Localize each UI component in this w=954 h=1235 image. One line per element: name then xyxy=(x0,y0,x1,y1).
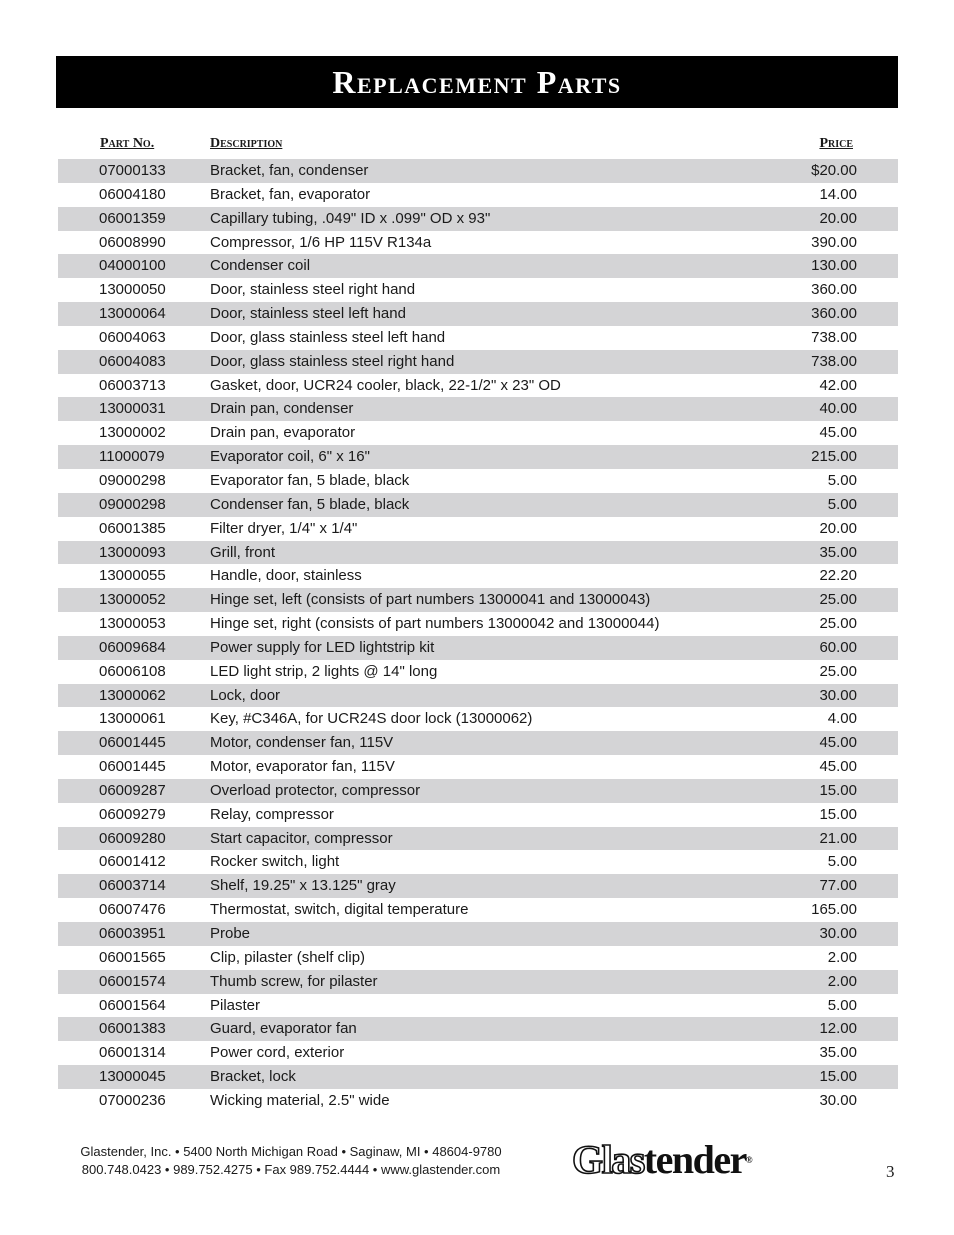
table-row xyxy=(58,779,898,803)
description-cell: Motor, condenser fan, 115V xyxy=(210,734,394,752)
part-number-cell: 07000236 xyxy=(99,1091,166,1109)
part-number-cell: 13000064 xyxy=(99,305,166,323)
table-row xyxy=(58,183,898,207)
description-cell: Relay, compressor xyxy=(210,805,334,823)
part-number-cell: 13000061 xyxy=(99,710,166,728)
footer-line-2: 800.748.0423 • 989.752.4275 • Fax 989.752.4444 • www.glastender.com xyxy=(81,1162,501,1177)
description-cell: Thumb screw, for pilaster xyxy=(210,972,378,990)
part-number-cell: 06001445 xyxy=(99,734,166,752)
price-cell: 35.00 xyxy=(819,1044,857,1062)
part-number-cell: 13000055 xyxy=(99,567,166,585)
part-number-cell: 06008990 xyxy=(99,233,166,251)
description-cell: Drain pan, evaporator xyxy=(210,424,356,442)
table-row xyxy=(58,278,898,302)
price-cell: 25.00 xyxy=(819,591,857,609)
price-cell: 14.00 xyxy=(819,185,857,203)
price-cell: 30.00 xyxy=(819,925,857,942)
part-number-cell: 06001574 xyxy=(99,972,166,990)
part-number-cell: 06003951 xyxy=(99,925,166,942)
table-row xyxy=(58,231,898,255)
table-row xyxy=(58,445,898,469)
description-cell: Thermostat, switch, digital temperature xyxy=(210,901,469,919)
table-row xyxy=(58,469,898,493)
description-cell: Bracket, fan, condenser xyxy=(210,162,369,179)
table-row xyxy=(58,707,898,731)
description-cell: Power cord, exterior xyxy=(210,1044,345,1062)
price-cell: 35.00 xyxy=(819,543,857,561)
table-row xyxy=(58,326,898,350)
table-row xyxy=(58,159,898,183)
description-cell: Door, glass stainless steel left hand xyxy=(210,328,446,346)
description-cell: Guard, evaporator fan xyxy=(210,1020,357,1038)
table-row xyxy=(58,660,898,684)
price-cell: 360.00 xyxy=(811,281,857,299)
price-cell: 130.00 xyxy=(811,257,857,275)
description-cell: Door, glass stainless steel right hand xyxy=(210,352,455,370)
table-row xyxy=(58,803,898,827)
table-row xyxy=(58,541,898,565)
part-number-cell: 06001383 xyxy=(99,1020,166,1038)
price-cell: 165.00 xyxy=(811,901,857,919)
description-cell: Capillary tubing, .049" ID x .099" OD x 93" xyxy=(210,209,491,227)
part-number-cell: 06001314 xyxy=(99,1044,166,1062)
description-cell: Probe xyxy=(210,925,251,942)
part-number-cell: 09000298 xyxy=(99,471,166,489)
description-cell: Condenser fan, 5 blade, black xyxy=(210,495,410,513)
table-row xyxy=(58,1041,898,1065)
part-number-cell: 13000062 xyxy=(99,686,166,704)
table-row xyxy=(58,970,898,994)
description-cell: Motor, evaporator fan, 115V xyxy=(210,758,395,776)
price-cell: 738.00 xyxy=(811,328,857,346)
part-number-cell: 06004083 xyxy=(99,352,166,370)
part-number-cell: 13000031 xyxy=(99,400,166,418)
description-cell: Grill, front xyxy=(210,543,276,561)
table-row xyxy=(58,1065,898,1089)
price-cell: 20.00 xyxy=(819,519,857,537)
price-cell: 40.00 xyxy=(819,400,857,418)
part-number-cell: 06003714 xyxy=(99,877,166,895)
price-cell: 4.00 xyxy=(827,710,857,728)
price-cell: 20.00 xyxy=(819,209,857,227)
table-row xyxy=(58,612,898,636)
price-cell: 5.00 xyxy=(827,471,857,489)
part-number-cell: 06001445 xyxy=(99,758,166,776)
description-cell: Evaporator fan, 5 blade, black xyxy=(210,471,410,489)
price-cell: 738.00 xyxy=(811,352,857,370)
price-cell: 77.00 xyxy=(819,877,857,895)
logo-solid-text: tender xyxy=(643,1137,746,1182)
table-row xyxy=(58,946,898,970)
header-part-no: Part No. xyxy=(100,136,155,151)
part-number-cell: 06001385 xyxy=(99,519,166,537)
description-cell: Condenser coil xyxy=(210,257,311,275)
description-cell: Hinge set, right (consists of part numbers 13000042 and 13000044) xyxy=(210,615,660,633)
part-number-cell: 09000298 xyxy=(99,495,166,513)
price-cell: 45.00 xyxy=(819,424,857,442)
table-row xyxy=(58,850,898,874)
price-cell: 5.00 xyxy=(827,495,857,513)
title-bar xyxy=(56,56,898,108)
page-title: Replacement Parts xyxy=(332,63,622,100)
parts-table xyxy=(58,159,898,1113)
part-number-cell: 06001359 xyxy=(99,209,166,227)
price-cell: 30.00 xyxy=(819,1091,857,1109)
price-cell: 215.00 xyxy=(811,448,857,466)
table-row xyxy=(58,636,898,660)
table-row xyxy=(58,827,898,851)
glastender-logo xyxy=(572,1139,798,1181)
price-cell: 2.00 xyxy=(827,972,857,990)
price-cell: 390.00 xyxy=(811,233,857,251)
price-cell: 5.00 xyxy=(827,853,857,871)
price-cell: $20.00 xyxy=(811,162,857,179)
footer-address xyxy=(56,1143,526,1179)
description-cell: Pilaster xyxy=(210,996,261,1014)
part-number-cell: 06001565 xyxy=(99,948,166,966)
description-cell: Drain pan, condenser xyxy=(210,400,354,418)
part-number-cell: 06004180 xyxy=(99,185,166,203)
price-cell: 15.00 xyxy=(819,781,857,799)
table-row xyxy=(58,350,898,374)
table-row xyxy=(58,684,898,708)
description-cell: Lock, door xyxy=(210,686,281,704)
description-cell: Bracket, fan, evaporator xyxy=(210,185,371,203)
table-row xyxy=(58,994,898,1018)
page-number: 3 xyxy=(886,1162,895,1181)
table-row xyxy=(58,898,898,922)
footer-line-1: Glastender, Inc. • 5400 North Michigan Road • Saginaw, MI • 48604-9780 xyxy=(80,1144,502,1159)
table-row xyxy=(58,564,898,588)
column-headers xyxy=(58,136,898,156)
description-cell: Clip, pilaster (shelf clip) xyxy=(210,948,366,966)
table-row xyxy=(58,493,898,517)
part-number-cell: 06001412 xyxy=(99,853,166,871)
part-number-cell: 11000079 xyxy=(99,448,165,466)
part-number-cell: 13000093 xyxy=(99,543,166,561)
table-row xyxy=(58,421,898,445)
part-number-cell: 06009279 xyxy=(99,805,166,823)
description-cell: Power supply for LED lightstrip kit xyxy=(210,638,435,656)
part-number-cell: 06009684 xyxy=(99,638,166,656)
description-cell: Door, stainless steel right hand xyxy=(210,281,416,299)
part-number-cell: 13000052 xyxy=(99,591,166,609)
table-row xyxy=(58,1089,898,1113)
price-cell: 360.00 xyxy=(811,305,857,323)
table-row xyxy=(58,254,898,278)
price-cell: 22.20 xyxy=(819,567,857,585)
price-cell: 45.00 xyxy=(819,758,857,776)
part-number-cell: 07000133 xyxy=(99,162,166,179)
description-cell: Rocker switch, light xyxy=(210,853,340,871)
price-cell: 60.00 xyxy=(819,638,857,656)
price-cell: 21.00 xyxy=(819,829,857,847)
description-cell: LED light strip, 2 lights @ 14" long xyxy=(210,662,438,680)
description-cell: Evaporator coil, 6" x 16" xyxy=(210,448,370,466)
part-number-cell: 13000002 xyxy=(99,424,166,442)
table-row xyxy=(58,517,898,541)
price-cell: 45.00 xyxy=(819,734,857,752)
logo-outline-text: Glas xyxy=(572,1137,644,1182)
table-row xyxy=(58,874,898,898)
table-row xyxy=(58,302,898,326)
part-number-cell: 06006108 xyxy=(99,662,166,680)
part-number-cell: 06003713 xyxy=(99,376,166,394)
table-row xyxy=(58,374,898,398)
price-cell: 42.00 xyxy=(819,376,857,394)
description-cell: Hinge set, left (consists of part numbers 13000041 and 13000043) xyxy=(210,591,651,609)
part-number-cell: 06009287 xyxy=(99,781,166,799)
price-cell: 25.00 xyxy=(819,615,857,633)
description-cell: Start capacitor, compressor xyxy=(210,829,393,847)
table-row xyxy=(58,397,898,421)
price-cell: 25.00 xyxy=(819,662,857,680)
price-cell: 5.00 xyxy=(827,996,857,1014)
description-cell: Key, #C346A, for UCR24S door lock (13000062) xyxy=(210,710,533,728)
description-cell: Handle, door, stainless xyxy=(210,567,362,585)
part-number-cell: 06001564 xyxy=(99,996,166,1014)
description-cell: Shelf, 19.25" x 13.125" gray xyxy=(210,877,396,895)
description-cell: Filter dryer, 1/4" x 1/4" xyxy=(210,519,358,537)
part-number-cell: 13000053 xyxy=(99,615,166,633)
price-cell: 15.00 xyxy=(819,805,857,823)
part-number-cell: 06007476 xyxy=(99,901,166,919)
table-row xyxy=(58,1017,898,1041)
part-number-cell: 04000100 xyxy=(99,257,166,275)
header-description: Description xyxy=(210,136,283,151)
description-cell: Gasket, door, UCR24 cooler, black, 22-1/2" x 23" OD xyxy=(210,376,561,394)
description-cell: Bracket, lock xyxy=(210,1068,296,1086)
table-row xyxy=(58,922,898,946)
table-row xyxy=(58,755,898,779)
price-cell: 15.00 xyxy=(819,1068,857,1086)
price-cell: 30.00 xyxy=(819,686,857,704)
table-row xyxy=(58,588,898,612)
part-number-cell: 13000045 xyxy=(99,1068,166,1086)
part-number-cell: 06004063 xyxy=(99,328,166,346)
part-number-cell: 06009280 xyxy=(99,829,166,847)
table-row xyxy=(58,207,898,231)
description-cell: Door, stainless steel left hand xyxy=(210,305,406,323)
description-cell: Overload protector, compressor xyxy=(210,781,421,799)
description-cell: Wicking material, 2.5" wide xyxy=(210,1091,390,1109)
part-number-cell: 13000050 xyxy=(99,281,166,299)
table-row xyxy=(58,731,898,755)
description-cell: Compressor, 1/6 HP 115V R134a xyxy=(210,233,432,251)
price-cell: 2.00 xyxy=(827,948,857,966)
price-cell: 12.00 xyxy=(819,1020,857,1038)
header-price: Price xyxy=(819,136,853,151)
registered-mark: ® xyxy=(745,1155,753,1165)
